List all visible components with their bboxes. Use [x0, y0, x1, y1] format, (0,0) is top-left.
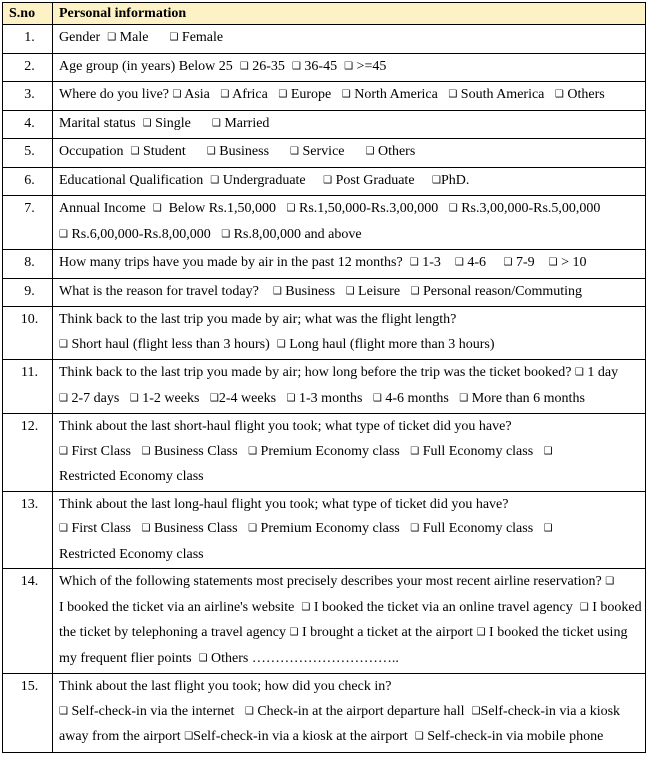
checkbox-icon[interactable]: ❑ — [579, 601, 589, 613]
question-cell — [53, 278, 646, 307]
option-label: Asia — [184, 87, 210, 102]
checkbox-icon[interactable]: ❑ — [210, 174, 220, 186]
option[interactable] — [207, 144, 269, 159]
option-label: Married — [224, 115, 270, 131]
checkbox-icon[interactable]: ❑ — [289, 627, 299, 638]
option[interactable] — [169, 30, 223, 45]
checkbox-icon[interactable]: ❑ — [248, 445, 258, 457]
option[interactable] — [344, 59, 386, 74]
row-number: 2. — [3, 53, 53, 82]
question-text: How many trips have you made by air in the past 12 months? — [59, 255, 403, 270]
option-label: Below Rs.1,50,000 — [168, 201, 277, 216]
checkbox-icon[interactable]: ❑ — [448, 203, 458, 214]
sno-header: S.no — [3, 3, 53, 25]
option-label: First Class — [71, 443, 131, 459]
question-cell — [53, 569, 646, 674]
question-cell — [53, 25, 646, 54]
option-label: 26-35 — [252, 58, 285, 74]
question-text: Occupation — [59, 144, 124, 159]
checkbox-icon[interactable]: ❑ — [365, 146, 375, 157]
checkbox-icon[interactable]: ❑ — [543, 445, 553, 457]
option[interactable] — [277, 337, 495, 352]
option-label: 1 day — [587, 365, 619, 380]
checkbox-icon[interactable]: ❑ — [59, 705, 68, 717]
option-label: 2-4 weeks — [218, 390, 277, 406]
option-label: South America — [460, 87, 545, 102]
checkbox-icon[interactable]: ❑ — [278, 89, 288, 100]
option[interactable] — [459, 391, 585, 406]
checkbox-icon[interactable]: ❑ — [59, 445, 68, 457]
checkbox-icon[interactable]: ❑ — [409, 257, 419, 268]
checkbox-icon[interactable]: ❑ — [290, 146, 300, 157]
option[interactable] — [199, 651, 399, 666]
question-cell — [53, 414, 646, 492]
checkbox-icon[interactable]: ❑ — [211, 117, 221, 129]
option-label: Rs.1,50,000-Rs.3,00,000 — [298, 201, 439, 216]
checkbox-icon[interactable]: ❑ — [198, 652, 208, 664]
question-text: Where do you live? — [59, 87, 170, 102]
option[interactable] — [366, 144, 416, 159]
table-row — [3, 167, 646, 196]
option-label: > 10 — [561, 255, 587, 270]
option[interactable] — [210, 391, 276, 406]
option-label: Post Graduate — [335, 172, 415, 188]
checkbox-icon[interactable]: ❑ — [184, 731, 194, 742]
option-label: 1-3 months — [299, 390, 363, 406]
option-label: Male — [119, 30, 149, 45]
row-number: 3. — [3, 82, 53, 111]
checkbox-icon[interactable]: ❑ — [471, 705, 481, 717]
checkbox-icon[interactable]: ❑ — [410, 285, 420, 297]
option[interactable] — [544, 444, 553, 459]
option-label: Full Economy class — [422, 521, 534, 536]
row-number: 8. — [3, 250, 53, 279]
row-number: 11. — [3, 360, 53, 414]
checkbox-icon[interactable]: ❑ — [286, 203, 296, 214]
checkbox-icon[interactable]: ❑ — [574, 367, 584, 378]
option-label: 7-9 — [515, 255, 535, 270]
row-number: 14. — [3, 569, 53, 674]
option[interactable] — [59, 444, 131, 459]
checkbox-icon[interactable]: ❑ — [244, 705, 254, 717]
option-label: First Class — [71, 521, 131, 536]
option-label: 4-6 — [467, 255, 486, 270]
checkbox-icon[interactable]: ❑ — [248, 523, 258, 534]
question-text: Think about the last short-haul flight you took; what type of ticket did you have? — [59, 419, 512, 434]
option-label: Others — [567, 87, 605, 102]
option[interactable] — [544, 521, 553, 536]
option-label: Self-check-in via the internet — [71, 703, 235, 719]
checkbox-icon[interactable]: ❑ — [220, 89, 230, 100]
checkbox-icon[interactable]: ❑ — [276, 338, 286, 350]
option[interactable] — [59, 227, 211, 242]
checkbox-icon[interactable]: ❑ — [286, 392, 296, 404]
checkbox-icon[interactable]: ❑ — [323, 174, 333, 186]
option-label: Premium Economy class — [260, 521, 400, 536]
option-label: I booked the ticket via an airline's website — [59, 599, 295, 615]
option-label: 2-7 days — [71, 390, 120, 406]
option-label: Leisure — [358, 283, 401, 299]
option-label: Self-check-in via a kiosk away from the airport — [59, 703, 621, 744]
option-label: >=45 — [356, 58, 387, 74]
option-label: Premium Economy class — [260, 443, 400, 459]
row-number: 7. — [3, 196, 53, 250]
option[interactable] — [287, 391, 363, 406]
option[interactable] — [287, 201, 439, 216]
option[interactable] — [410, 444, 533, 459]
option-label: Business — [219, 144, 270, 159]
option[interactable] — [240, 59, 285, 74]
checkbox-icon[interactable]: ❑ — [432, 174, 442, 186]
row-number: 1. — [3, 25, 53, 54]
question-text: Think about the last long-haul flight you took; what type of ticket did you have? — [59, 496, 509, 512]
option[interactable] — [131, 144, 186, 159]
checkbox-icon[interactable]: ❑ — [152, 203, 162, 214]
question-cell — [53, 360, 646, 414]
option[interactable] — [292, 59, 337, 74]
table-row — [3, 278, 646, 307]
row-number: 5. — [3, 139, 53, 168]
option[interactable] — [455, 255, 486, 270]
checkbox-icon[interactable]: ❑ — [344, 60, 354, 72]
option-label: PhD. — [441, 172, 470, 188]
table-row — [3, 674, 646, 753]
table-row — [3, 82, 646, 111]
checkbox-icon[interactable]: ❑ — [129, 392, 139, 404]
option[interactable] — [449, 201, 601, 216]
option-label: Student — [143, 144, 186, 159]
question-cell — [53, 167, 646, 196]
option[interactable] — [107, 30, 148, 45]
checkbox-icon[interactable]: ❑ — [272, 285, 282, 297]
checkbox-icon[interactable]: ❑ — [548, 257, 558, 268]
row-number: 10. — [3, 307, 53, 360]
table-row — [3, 569, 646, 674]
option[interactable] — [411, 284, 583, 299]
option[interactable] — [410, 521, 533, 536]
checkbox-icon[interactable]: ❑ — [459, 392, 469, 404]
table-row — [3, 491, 646, 569]
checkbox-icon[interactable]: ❑ — [169, 32, 179, 43]
table-row — [3, 25, 646, 54]
option[interactable] — [245, 704, 465, 719]
option-label: Restricted Economy class — [59, 546, 204, 562]
checkbox-icon[interactable]: ❑ — [130, 146, 140, 157]
option[interactable] — [212, 116, 270, 131]
checkbox-icon[interactable]: ❑ — [291, 60, 301, 72]
option-label: Others — [377, 144, 416, 159]
question-text: Annual Income — [59, 201, 146, 216]
option-label: Short haul (flight less than 3 hours) — [71, 336, 270, 352]
option-label: Rs.3,00,000-Rs.5,00,000 — [461, 201, 601, 216]
option-label: 4-6 months — [385, 390, 449, 406]
option[interactable] — [555, 87, 605, 102]
row-number: 6. — [3, 167, 53, 196]
table-row — [3, 414, 646, 492]
table-row — [3, 307, 646, 360]
option[interactable] — [549, 255, 587, 270]
header-row — [3, 3, 646, 25]
option[interactable] — [575, 365, 618, 380]
checkbox-icon[interactable]: ❑ — [59, 338, 68, 350]
checkbox-icon[interactable]: ❑ — [448, 89, 458, 100]
option[interactable] — [221, 227, 361, 242]
option-label: More than 6 months — [471, 390, 585, 406]
option[interactable] — [373, 391, 449, 406]
question-text: What is the reason for travel today? — [59, 283, 259, 299]
checkbox-icon[interactable]: ❑ — [414, 731, 424, 742]
questionnaire-table — [2, 2, 646, 753]
checkbox-icon[interactable]: ❑ — [59, 392, 68, 404]
option[interactable] — [290, 144, 344, 159]
option[interactable] — [504, 255, 535, 270]
option-label: Restricted Economy class — [59, 469, 204, 484]
option-label: Self-check-in via a kiosk at the airport — [193, 729, 408, 744]
table-row — [3, 139, 646, 168]
question-text: Age group (in years) Below 25 — [59, 58, 233, 74]
option[interactable] — [141, 521, 237, 536]
option-label: Personal reason/Commuting — [423, 283, 583, 299]
table-row — [3, 250, 646, 279]
option-label: 36-45 — [304, 58, 338, 74]
checkbox-icon[interactable]: ❑ — [209, 392, 219, 404]
question-cell — [53, 82, 646, 111]
option[interactable] — [448, 87, 544, 102]
checkbox-icon[interactable]: ❑ — [239, 60, 249, 72]
option[interactable] — [248, 444, 400, 459]
option-label: Business Class — [153, 443, 238, 459]
option-label: Service — [302, 144, 345, 159]
option[interactable] — [143, 116, 191, 131]
row-number: 9. — [3, 278, 53, 307]
checkbox-icon[interactable]: ❑ — [605, 576, 615, 587]
question-cell — [53, 491, 646, 569]
option-label: Others ………………………….. — [211, 650, 399, 666]
question-text: Think back to the last trip you made by air; how long before the trip was the ticket booked? — [59, 365, 572, 380]
question-text: Think about the last flight you took; how did you check in? — [59, 679, 392, 694]
option-label: Rs.8,00,000 and above — [233, 226, 362, 242]
option-label: Business — [285, 283, 336, 299]
option[interactable] — [278, 87, 331, 102]
table-row — [3, 360, 646, 414]
option-label: Long haul (flight more than 3 hours) — [289, 336, 495, 352]
checkbox-icon[interactable]: ❑ — [410, 523, 420, 534]
checkbox-icon[interactable]: ❑ — [503, 257, 513, 268]
option[interactable] — [141, 444, 237, 459]
option[interactable] — [248, 521, 400, 536]
option[interactable] — [173, 87, 210, 102]
question-cell — [53, 53, 646, 82]
option-label: Europe — [290, 87, 332, 102]
option[interactable] — [59, 391, 119, 406]
checkbox-icon[interactable]: ❑ — [372, 392, 382, 404]
checkbox-icon[interactable]: ❑ — [107, 32, 117, 43]
question-text: Think back to the last trip you made by air; what was the flight length? — [59, 312, 457, 327]
option[interactable] — [432, 173, 469, 188]
option-label: I booked the ticket by telephoning a travel agency — [59, 599, 642, 640]
option[interactable] — [153, 201, 276, 216]
option-label: Check-in at the airport departure hall — [257, 703, 465, 719]
option-label: I booked the ticket via an online travel agency — [313, 599, 573, 615]
option[interactable] — [130, 391, 200, 406]
option[interactable] — [59, 704, 234, 719]
checkbox-icon[interactable]: ❑ — [410, 445, 420, 457]
option[interactable] — [346, 284, 400, 299]
question-text: Marital status — [59, 115, 136, 131]
table-row — [3, 53, 646, 82]
checkbox-icon[interactable]: ❑ — [454, 257, 464, 268]
option-label: Business Class — [153, 521, 238, 536]
option-label: Self-check-in via mobile phone — [427, 729, 604, 744]
option-label: Rs.6,00,000-Rs.8,00,000 — [71, 226, 211, 242]
row-number: 4. — [3, 110, 53, 139]
option-label: 1-3 — [422, 255, 441, 270]
checkbox-icon[interactable]: ❑ — [59, 228, 68, 240]
question-cell — [53, 196, 646, 250]
option[interactable] — [59, 521, 131, 536]
option[interactable] — [342, 87, 438, 102]
checkbox-icon[interactable]: ❑ — [543, 523, 553, 534]
checkbox-icon[interactable]: ❑ — [141, 445, 151, 457]
checkbox-icon[interactable]: ❑ — [59, 523, 68, 534]
checkbox-icon[interactable]: ❑ — [142, 117, 152, 129]
table-row — [3, 110, 646, 139]
option[interactable] — [210, 173, 305, 188]
question-text: Educational Qualification — [59, 172, 204, 188]
question-cell — [53, 250, 646, 279]
question-cell — [53, 110, 646, 139]
option-label: Single — [155, 115, 191, 131]
option[interactable] — [59, 337, 270, 352]
checkbox-icon[interactable]: ❑ — [206, 146, 216, 157]
question-text: Which of the following statements most precisely describes your most recent airline reservation? — [59, 574, 602, 589]
question-cell — [53, 307, 646, 360]
question-text: Gender — [59, 30, 101, 45]
option-label: Africa — [232, 87, 268, 102]
option[interactable] — [220, 87, 267, 102]
row-number: 12. — [3, 414, 53, 492]
row-number: 13. — [3, 491, 53, 569]
option-label: I booked the ticket using my frequent flier points — [59, 625, 628, 666]
option[interactable] — [323, 173, 414, 188]
option-label: 1-2 weeks — [142, 390, 200, 406]
option-label: Female — [181, 30, 224, 45]
option-label: Full Economy class — [422, 443, 534, 459]
checkbox-icon[interactable]: ❑ — [141, 523, 151, 534]
checkbox-icon[interactable]: ❑ — [341, 89, 351, 100]
option[interactable] — [410, 255, 441, 270]
checkbox-icon[interactable]: ❑ — [221, 228, 231, 240]
option-label: Undergraduate — [222, 172, 306, 188]
checkbox-icon[interactable]: ❑ — [476, 627, 486, 638]
checkbox-icon[interactable]: ❑ — [172, 89, 182, 100]
question-cell — [53, 139, 646, 168]
table-row — [3, 196, 646, 250]
row-number: 15. — [3, 674, 53, 753]
option-label: North America — [354, 87, 438, 102]
checkbox-icon[interactable]: ❑ — [301, 601, 311, 613]
checkbox-icon[interactable]: ❑ — [554, 89, 564, 100]
question-cell — [53, 674, 646, 753]
option-label: I brought a ticket at the airport — [302, 625, 474, 640]
checkbox-icon[interactable]: ❑ — [345, 285, 355, 297]
info-header: Personal information — [53, 3, 646, 25]
option[interactable] — [273, 284, 335, 299]
